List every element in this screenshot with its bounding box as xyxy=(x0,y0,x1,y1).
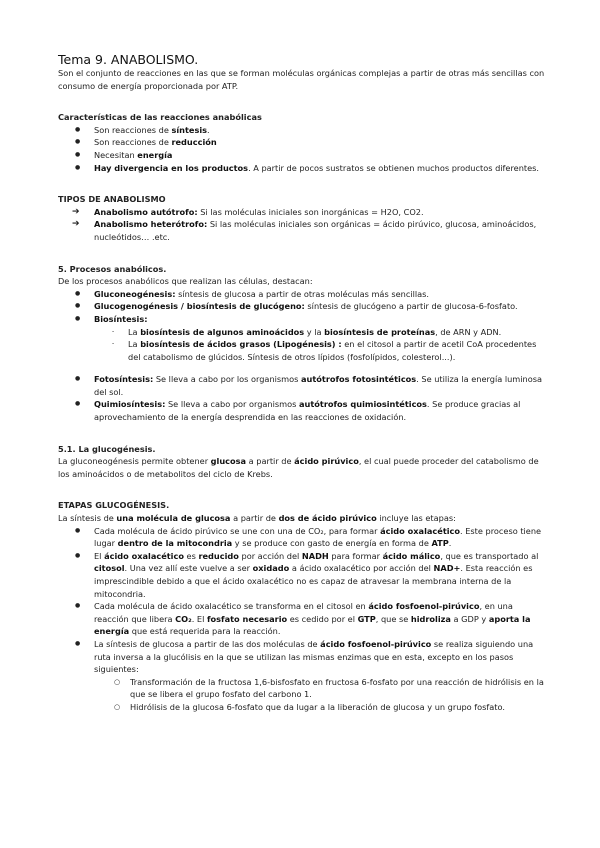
list-item: - La biosíntesis de ácidos grasos (Lipogénesis) : en el citosol a partir de acetil CoA procedentes del catabolismo de glúcidos. Síntesis de otros lípidos (fosfolípidos, colesterol...). xyxy=(58,338,548,363)
list-item: ● Cada molécula de ácido oxalacético se transforma en el citosol en ácido fosfoenol-pirúvico, en una reacción que libera CO₂. El fosfato necesario es cedido por el GTP, que se hidroliza a GDP y aporta la energía que está requerida para la reacción. xyxy=(58,600,548,638)
section-heading-tipos: TIPOS DE ANABOLISMO xyxy=(58,194,166,205)
caracteristicas-list xyxy=(58,124,548,174)
list-item: ● El ácido oxalacético es reducido por acción del NADH para formar ácido málico, que es transportado al citosol. Una vez allí este vuelve a ser oxidado a ácido oxalacético por acción del NAD+. Esta reacción es imprescindible debido a que el ácido oxalacético no es capaz de atravesar la membrana interna de la mitocondria. xyxy=(58,550,548,600)
list-item: ➔ Anabolismo autótrofo: Si las moléculas iniciales son inorgánicas = H2O, CO2. xyxy=(58,206,548,219)
list-item: ○ Hidrólisis de la glucosa 6-fosfato que da lugar a la liberación de glucosa y un grupo fosfato. xyxy=(58,701,548,714)
list-item: ● Glucogenogénesis / biosíntesis de glucógeno: síntesis de glucógeno a partir de glucosa-6-fosfato. xyxy=(58,300,548,313)
list-item: ● Son reacciones de reducción xyxy=(58,136,548,149)
list-item: ● Hay divergencia en los productos. A partir de pocos sustratos se obtienen muchos productos diferentes. xyxy=(58,162,548,175)
section-heading-glucogenesis: 5.1. La glucogénesis. xyxy=(58,443,156,454)
list-item: ● Necesitan energía xyxy=(58,149,548,162)
tipos-list xyxy=(58,206,548,244)
list-item: ● Quimiosíntesis: Se lleva a cabo por organismos autótrofos quimiosintéticos. Se produce gracias al aprovechamiento de la energía desprendida en las reacciones de oxidación. xyxy=(58,398,548,423)
section-heading-procesos: 5. Procesos anabólicos. xyxy=(58,263,167,274)
document-page xyxy=(58,52,548,714)
biosintesis-sublist xyxy=(58,326,548,364)
intro-paragraph: Son el conjunto de reacciones en las que se forman moléculas orgánicas complejas a partir de otras más sencillas con consumo de energía proporcionada por ATP. xyxy=(58,68,545,91)
pasos-sublist xyxy=(58,676,548,714)
glucogenesis-paragraph: La gluconeogénesis permite obtener glucosa a partir de ácido pirúvico, el cual puede proceder del catabolismo de los aminoácidos o de metabolitos del ciclo de Krebs. xyxy=(58,456,539,479)
list-item: ● Cada molécula de ácido pirúvico se une con una de CO₂, para formar ácido oxalacético. Este proceso tiene lugar dentro de la mitocondria y se produce con gasto de energía en forma de ATP. xyxy=(58,525,548,550)
list-item: - La biosíntesis de algunos aminoácidos y la biosíntesis de proteínas, de ARN y ADN. xyxy=(58,326,548,339)
list-item: ● La síntesis de glucosa a partir de las dos moléculas de ácido fosfoenol-pirúvico se realiza siguiendo una ruta inversa a la glucólisis en la que se utilizan las mismas enzimas que en esta, excepto en los pasos siguientes: ○ Transformación de la fructosa 1,6-bisfosfato en fructosa 6-fosfato por una reacción de hidrólisis en la que se libera el grupo fosfato del carbono 1. ○ Hidrólisis de la glucosa 6-fosfato que da lugar a la liberación de glucosa y un grupo fosfato. xyxy=(58,638,548,714)
page-title: Tema 9. ANABOLISMO. xyxy=(58,52,199,67)
list-item: ● Biosíntesis: - La biosíntesis de algunos aminoácidos y la biosíntesis de proteínas, de ARN y ADN. - La biosíntesis de ácidos grasos (Lipogénesis) : en el citosol a partir de acetil CoA procedentes del catabolismo de glúcidos. Síntesis de otros lípidos (fosfolípidos, colesterol...). xyxy=(58,313,548,363)
list-item: ● Gluconeogénesis: síntesis de glucosa a partir de otras moléculas más sencillas. xyxy=(58,288,548,301)
etapas-list xyxy=(58,525,548,714)
procesos-list xyxy=(58,288,548,364)
procesos-intro: De los procesos anabólicos que realizan las células, destacan: xyxy=(58,276,313,287)
section-heading-caracteristicas: Características de las reacciones anabólicas xyxy=(58,112,262,123)
etapas-intro: La síntesis de una molécula de glucosa a partir de dos de ácido pirúvico incluye las etapas: xyxy=(58,513,456,524)
list-item: ○ Transformación de la fructosa 1,6-bisfosfato en fructosa 6-fosfato por una reacción de hidrólisis en la que se libera el grupo fosfato del carbono 1. xyxy=(58,676,548,701)
list-item: ➔ Anabolismo heterótrofo: Si las moléculas iniciales son orgánicas = ácido pirúvico, glucosa, aminoácidos, nucleótidos… .etc. xyxy=(58,218,548,243)
section-heading-etapas: ETAPAS GLUCOGÉNESIS. xyxy=(58,500,170,511)
list-item: ● Son reacciones de síntesis. xyxy=(58,124,548,137)
list-item: ● Fotosíntesis: Se lleva a cabo por los organismos autótrofos fotosintéticos. Se utiliza la energía luminosa del sol. xyxy=(58,373,548,398)
procesos-list-2 xyxy=(58,373,548,423)
